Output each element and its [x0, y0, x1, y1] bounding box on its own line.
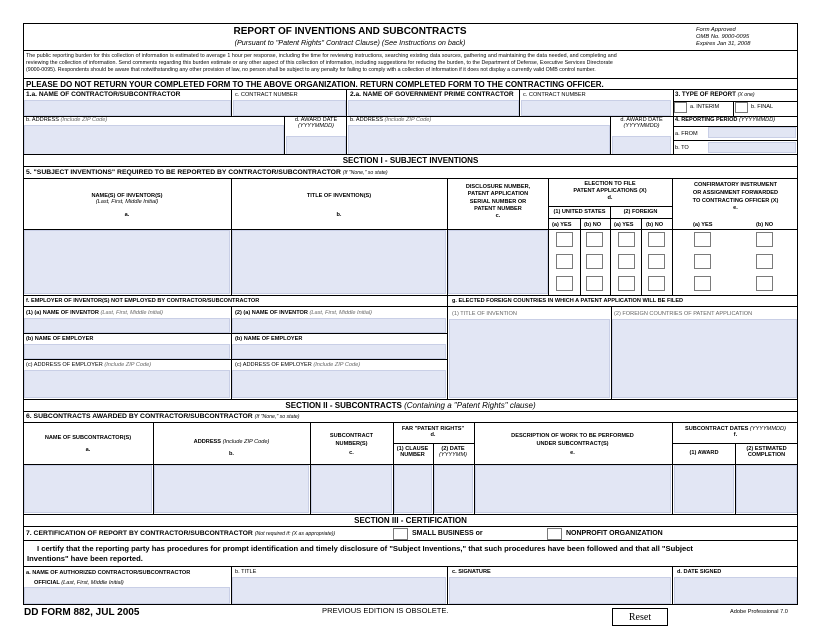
- label-5: 5. "SUBJECT INVENTIONS" REQUIRED TO BE REPORTED BY CONTRACTOR/SUBCONTRACTOR (If "None," so state): [26, 169, 388, 176]
- label-7: 7. CERTIFICATION OF REPORT BY CONTRACTOR/SUBCONTRACTOR (Not required if: (X as appropriate)): [26, 530, 336, 537]
- col-united-states: (1) UNITED STATES: [553, 209, 606, 215]
- form-approved: Form Approved: [696, 27, 736, 33]
- label-f1c: (c) ADDRESS OF EMPLOYER (Include ZIP Code): [26, 362, 152, 368]
- invention-titles-field[interactable]: [232, 230, 446, 294]
- col-subcontract-dates: SUBCONTRACT DATES (YYYYMMDD) f.: [685, 426, 786, 439]
- employer-2-name-field[interactable]: [232, 344, 446, 359]
- label-f2c: (c) ADDRESS OF EMPLOYER (Include ZIP Code): [235, 362, 361, 368]
- foreign-yes-checkbox[interactable]: [618, 276, 635, 291]
- label-g1: (1) TITLE OF INVENTION: [452, 311, 517, 317]
- col-clause-number: (1) CLAUSE NUMBER: [396, 446, 429, 459]
- previous-edition-note: PREVIOUS EDITION IS OBSOLETE.: [322, 606, 449, 615]
- official-name-field[interactable]: [24, 587, 230, 604]
- label-f1a: (1) (a) NAME OF INVENTOR (Last, First, Middle Initial): [26, 310, 163, 316]
- us-no-checkbox[interactable]: [586, 276, 603, 291]
- return-warning: PLEASE DO NOT RETURN YOUR COMPLETED FORM TO THE ABOVE ORGANIZATION. RETURN COMPLETED FORM TO THE CONTRACTING OFFICER.: [26, 80, 604, 89]
- foreign-yes-header: (a) YES: [614, 222, 634, 228]
- us-no-checkbox[interactable]: [586, 254, 603, 269]
- label-4: 4. REPORTING PERIOD (YYYYMMDD): [675, 117, 776, 123]
- nonprofit-checkbox[interactable]: [547, 528, 562, 540]
- label-f2a: (2) (a) NAME OF INVENTOR (Last, First, Middle Initial): [235, 310, 372, 316]
- col-invention-title: TITLE OF INVENTION(S) b.: [306, 193, 372, 219]
- col-work-description: DESCRIPTION OF WORK TO BE PERFORMED UNDER SUBCONTRACT(S) e.: [511, 433, 634, 456]
- col-award-date: (1) AWARD: [689, 450, 719, 456]
- label-3: 3. TYPE OF REPORT (X one): [675, 91, 755, 98]
- label-2c: c. CONTRACT NUMBER: [523, 92, 586, 98]
- foreign-no-header: (b) NO: [646, 222, 664, 228]
- work-description-field[interactable]: [475, 465, 671, 513]
- prime-address-field[interactable]: [348, 125, 610, 155]
- col-inventor-name: NAME(S) OF INVENTOR(S) (Last, First, Middle Initial) a.: [91, 193, 163, 219]
- foreign-no-checkbox[interactable]: [648, 276, 665, 291]
- col-subcontractor-name: NAME OF SUBCONTRACTOR(S) a.: [44, 435, 132, 454]
- prime-contract-number-field[interactable]: [521, 100, 671, 116]
- confirm-no-checkbox[interactable]: [756, 276, 773, 291]
- foreign-countries-field[interactable]: [612, 319, 797, 398]
- col-election-to-file: ELECTION TO FILE PATENT APPLICATIONS (X) d.: [573, 181, 647, 201]
- label-3b: b. FINAL: [751, 104, 774, 110]
- label-1c: c. CONTRACT NUMBER: [235, 92, 298, 98]
- subcontractor-names-field[interactable]: [24, 465, 152, 513]
- label-7b: b. TITLE: [235, 569, 257, 575]
- label-2d: d. AWARD DATE (YYYYMMDD): [620, 117, 663, 130]
- employer-1-address-field[interactable]: [24, 370, 230, 398]
- clause-numbers-field[interactable]: [394, 465, 432, 513]
- col-estimated-completion: (2) ESTIMATED COMPLETION: [746, 446, 787, 459]
- label-3a: a. INTERIM: [690, 104, 720, 110]
- col-disclosure-number: DISCLOSURE NUMBER, PATENT APPLICATION SERIAL NUMBER OR PATENT NUMBER c.: [465, 184, 531, 220]
- small-business-checkbox[interactable]: [393, 528, 408, 540]
- burden-statement-line3: (9000-0095). Respondents should be aware that notwithstanding any other provision of law, no person shall be subject to any penalty for failing to comply with a collection of information if it does not display a currently valid OMB control number.: [26, 67, 596, 73]
- form-subtitle: (Pursuant to "Patent Rights" Contract Clause) (See Instructions on back): [234, 38, 466, 47]
- inventor-names-field[interactable]: [24, 230, 230, 294]
- foreign-yes-checkbox[interactable]: [618, 254, 635, 269]
- col-foreign: (2) FOREIGN: [623, 209, 658, 215]
- label-2b: b. ADDRESS (Include ZIP Code): [350, 117, 432, 123]
- contractor-address-field[interactable]: [24, 125, 284, 155]
- section-1-title: SECTION I - SUBJECT INVENTIONS: [342, 156, 479, 165]
- form-title: REPORT OF INVENTIONS AND SUBCONTRACTS: [233, 26, 467, 37]
- confirm-no-header: (b) NO: [756, 222, 774, 228]
- prime-contractor-name-field[interactable]: [348, 100, 519, 116]
- label-1a: 1.a. NAME OF CONTRACTOR/SUBCONTRACTOR: [26, 91, 181, 98]
- foreign-yes-checkbox[interactable]: [618, 232, 635, 247]
- label-5f: f. EMPLOYER OF INVENTOR(S) NOT EMPLOYED BY CONTRACTOR/SUBCONTRACTOR: [26, 298, 260, 304]
- col-subcontractor-address: ADDRESS (Include ZIP Code) b.: [193, 439, 270, 458]
- award-date-field[interactable]: [286, 136, 346, 155]
- label-4a: a. FROM: [675, 131, 698, 137]
- label-1d: d. AWARD DATE (YYYYMMDD): [294, 117, 338, 130]
- confirm-no-checkbox[interactable]: [756, 254, 773, 269]
- employer-1-name-field[interactable]: [24, 344, 230, 359]
- col-far-patent-rights: FAR "PATENT RIGHTS" d.: [401, 426, 465, 439]
- contract-number-field[interactable]: [233, 100, 346, 116]
- us-no-header: (b) NO: [584, 222, 602, 228]
- final-checkbox[interactable]: [735, 102, 748, 113]
- us-no-checkbox[interactable]: [586, 232, 603, 247]
- us-yes-checkbox[interactable]: [556, 232, 573, 247]
- label-7c: c. SIGNATURE: [452, 569, 491, 575]
- nonprofit-label: NONPROFIT ORGANIZATION: [566, 530, 663, 537]
- label-7d: d. DATE SIGNED: [677, 569, 722, 575]
- signature-field[interactable]: [449, 577, 671, 604]
- confirm-yes-checkbox[interactable]: [694, 276, 711, 291]
- inventor-1-name-field[interactable]: [24, 318, 230, 333]
- certification-statement: I certify that the reporting party has procedures for prompt identification and timely disclosure of "Subject Inventions," that such procedures have been followed and that all "Subject Inventions" have been reported.: [27, 544, 693, 563]
- label-g2: (2) FOREIGN COUNTRIES OF PATENT APPLICATION: [614, 311, 753, 317]
- section-2-title: SECTION II - SUBCONTRACTS (Containing a "Patent Rights" clause): [285, 401, 536, 410]
- date-signed-field[interactable]: [674, 577, 797, 604]
- confirm-yes-checkbox[interactable]: [694, 254, 711, 269]
- subcontract-numbers-field[interactable]: [311, 465, 392, 513]
- small-business-label: SMALL BUSINESS or: [412, 530, 483, 537]
- label-f1b: (b) NAME OF EMPLOYER: [26, 336, 94, 342]
- us-yes-checkbox[interactable]: [556, 276, 573, 291]
- award-dates-field[interactable]: [674, 465, 734, 513]
- label-6: 6. SUBCONTRACTS AWARDED BY CONTRACTOR/SUBCONTRACTOR (If "None," so state): [26, 413, 300, 420]
- official-title-field[interactable]: [232, 577, 446, 604]
- section-3-title: SECTION III - CERTIFICATION: [354, 516, 467, 525]
- label-7a: a. NAME OF AUTHORIZED CONTRACTOR/SUBCONTRACTOR OFFICIAL (Last, First, Middle Initial): [26, 570, 191, 586]
- prime-award-date-field[interactable]: [612, 136, 671, 155]
- period-to-field[interactable]: [708, 142, 796, 153]
- omb-number: OMB No. 9000-0095: [696, 34, 750, 40]
- clause-dates-field[interactable]: [434, 465, 473, 513]
- interim-checkbox[interactable]: [674, 102, 687, 113]
- confirm-no-checkbox[interactable]: [756, 232, 773, 247]
- burden-statement-line1: The public reporting burden for this collection of information is estimated to average 1 hour per response, including the time for reviewing instructions, searching existing data sources, gathering and maintaining the data needed, and completing and: [26, 53, 617, 59]
- confirm-yes-checkbox[interactable]: [694, 232, 711, 247]
- contractor-name-field[interactable]: [24, 100, 231, 116]
- label-1b: b. ADDRESS (Include ZIP Code): [26, 117, 108, 123]
- burden-statement-line2: reviewing the collection of information. Send comments regarding this burden estimate or any other aspect of this collection of information, including suggestions for reducing the burden, to the Department of Defense, Executive Services Directorate: [26, 60, 613, 66]
- disclosure-numbers-field[interactable]: [448, 230, 548, 294]
- software-version: Adobe Professional 7.0: [730, 609, 788, 615]
- label-4b: b. TO: [675, 145, 689, 151]
- foreign-invention-title-field[interactable]: [449, 319, 610, 398]
- col-confirmatory: CONFIRMATORY INSTRUMENT OR ASSIGNMENT FORWARDED TO CONTRACTING OFFICER (X) e.: [692, 182, 779, 212]
- reset-button[interactable]: Reset: [612, 608, 668, 626]
- subcontractor-addresses-field[interactable]: [154, 465, 309, 513]
- employer-2-address-field[interactable]: [232, 370, 446, 398]
- completion-dates-field[interactable]: [736, 465, 797, 513]
- inventor-2-name-field[interactable]: [232, 318, 446, 333]
- label-5g: g. ELECTED FOREIGN COUNTRIES IN WHICH A PATENT APPLICATION WILL BE FILED: [452, 298, 684, 304]
- period-from-field[interactable]: [708, 127, 796, 138]
- us-yes-checkbox[interactable]: [556, 254, 573, 269]
- foreign-no-checkbox[interactable]: [648, 254, 665, 269]
- form-id: DD FORM 882, JUL 2005: [24, 607, 140, 618]
- omb-expires: Expires Jan 31, 2008: [696, 41, 751, 47]
- foreign-no-checkbox[interactable]: [648, 232, 665, 247]
- confirm-yes-header: (a) YES: [693, 222, 713, 228]
- col-clause-date: (2) DATE (YYYYMM): [439, 446, 467, 459]
- col-subcontract-number: SUBCONTRACT NUMBER(S) c.: [329, 433, 374, 456]
- label-2a: 2.a. NAME OF GOVERNMENT PRIME CONTRACTOR: [350, 91, 514, 98]
- us-yes-header: (a) YES: [552, 222, 572, 228]
- label-f2b: (b) NAME OF EMPLOYER: [235, 336, 303, 342]
